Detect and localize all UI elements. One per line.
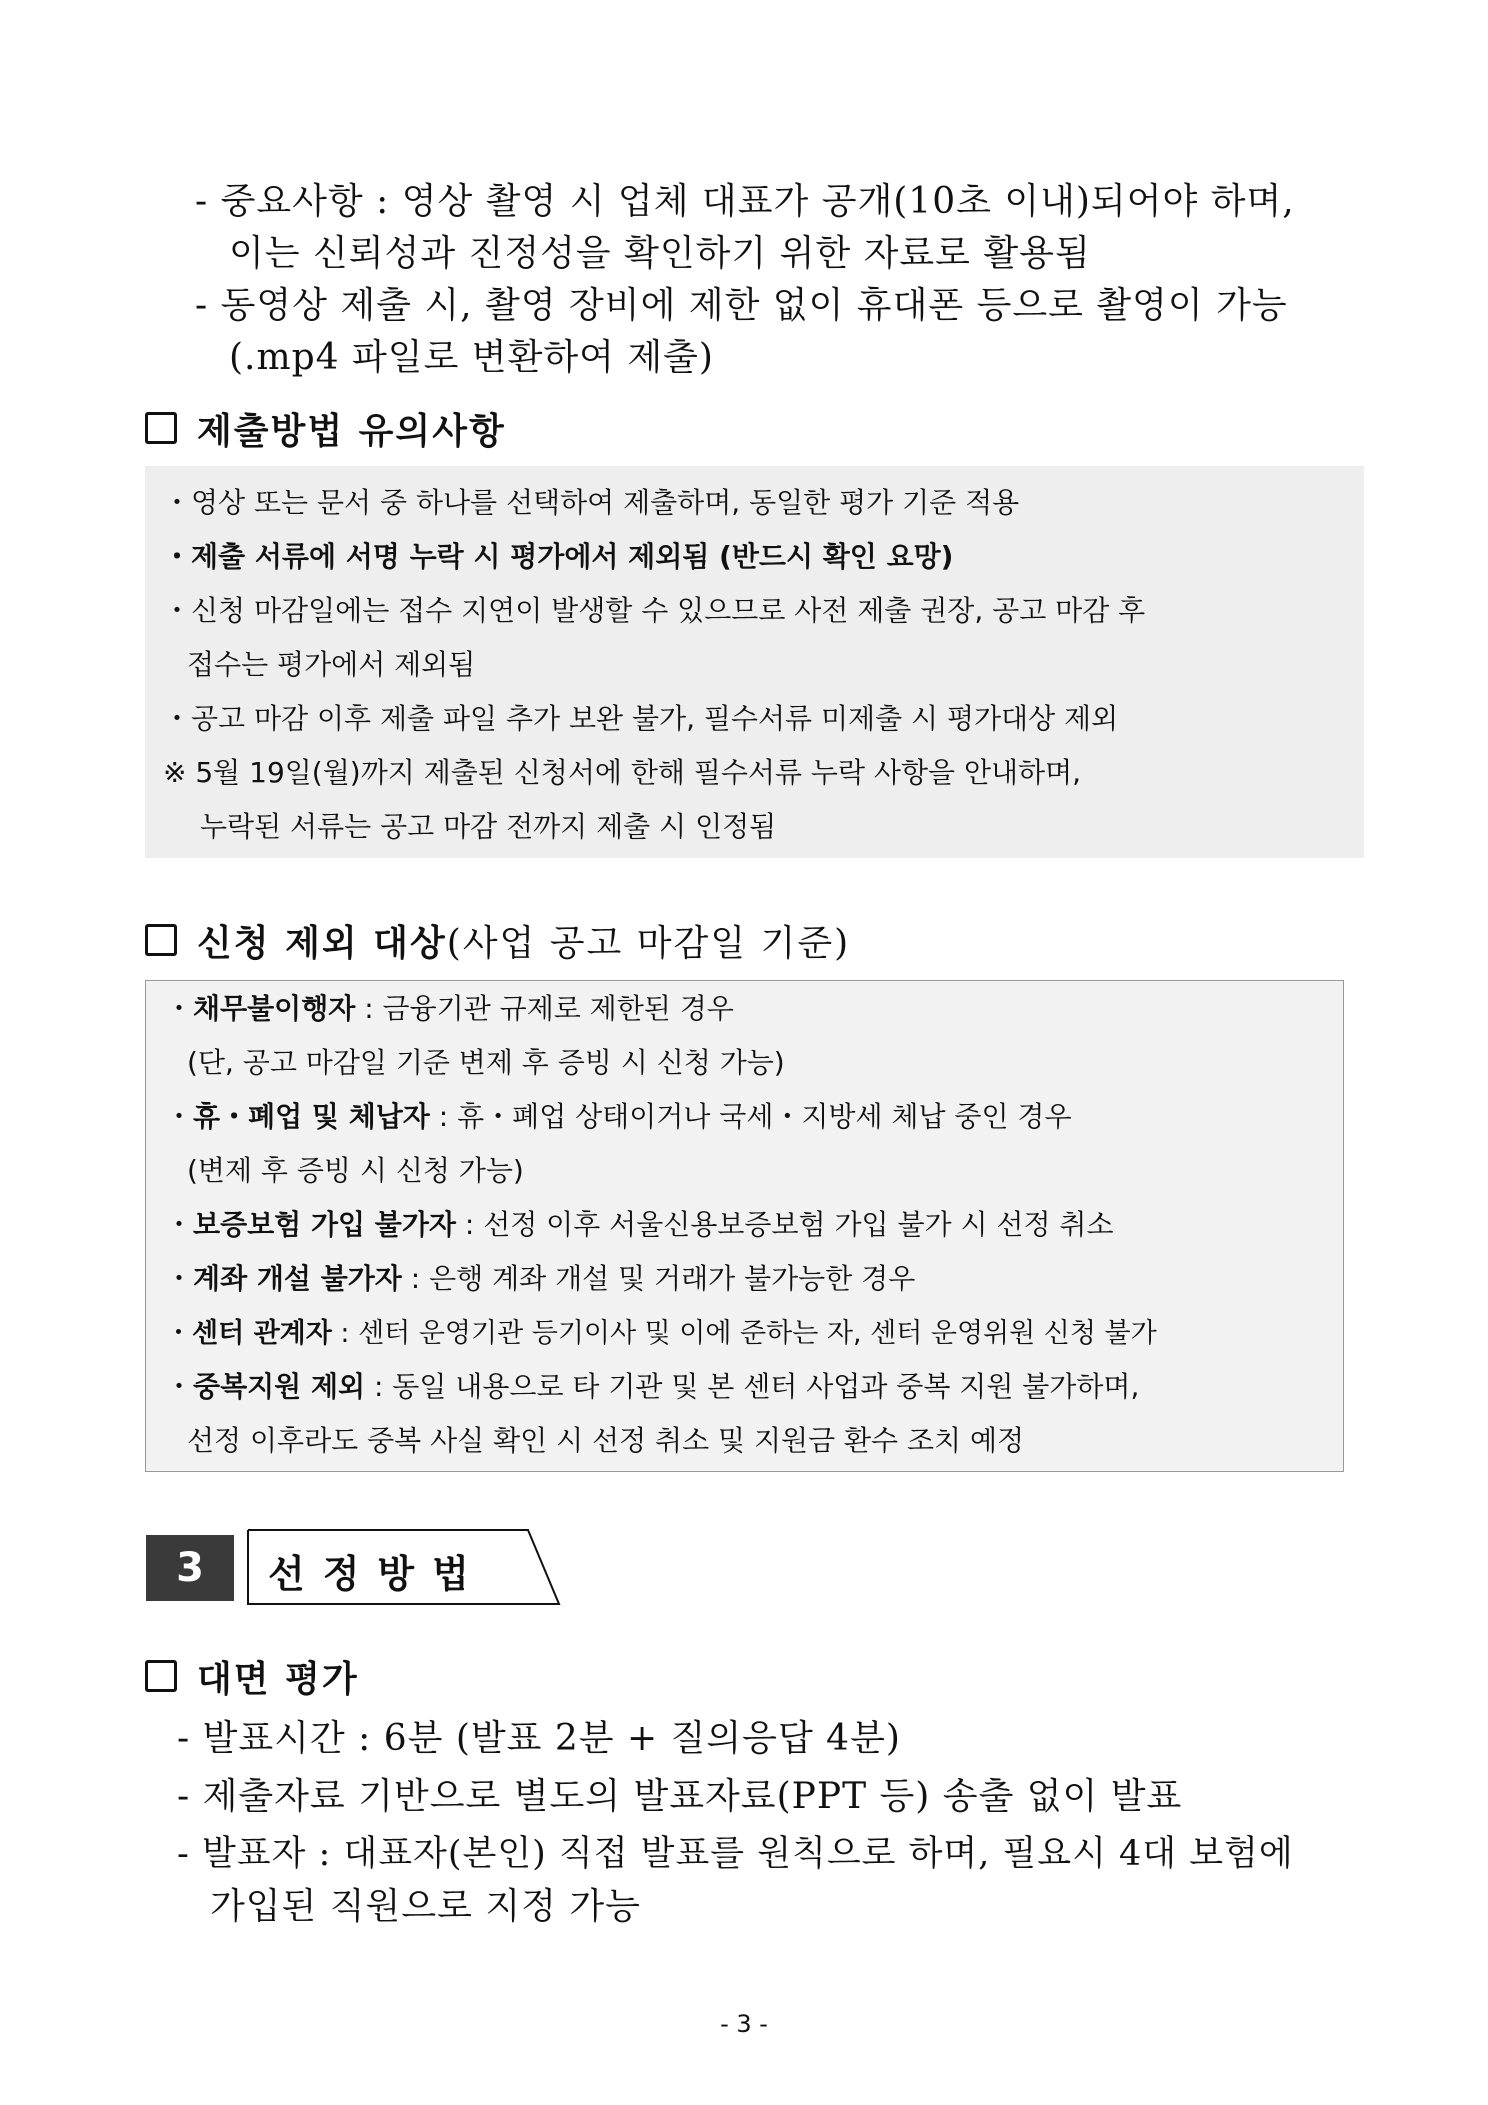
intro-line-1: - 중요사항 : 영상 촬영 시 업체 대표가 공개(10초 이내)되어야 하며, bbox=[195, 181, 1295, 222]
evaluation-line-2: - 제출자료 기반으로 별도의 발표자료(PPT 등) 송출 없이 발표 bbox=[177, 1776, 1183, 1817]
submission-heading: 제출방법 유의사항 bbox=[197, 410, 506, 452]
intro-line-3: - 동영상 제출 시, 촬영 장비에 제한 없이 휴대폰 등으로 촬영이 가능 bbox=[195, 285, 1288, 326]
exclusion-item-cont: (단, 공고 마감일 기준 변제 후 증빙 시 신청 가능) bbox=[187, 1046, 785, 1079]
exclusion-heading-note: (사업 공고 마감일 기준) bbox=[446, 923, 851, 964]
exclusion-item: ・채무불이행자 : 금융기관 규제로 제한된 경우 bbox=[165, 992, 734, 1025]
page-number: - 3 - bbox=[720, 2010, 768, 2038]
evaluation-line-4: 가입된 직원으로 지정 가능 bbox=[210, 1886, 641, 1927]
exclusion-heading-bold: 신청 제외 대상 bbox=[197, 922, 447, 964]
exclusion-item: ・보증보험 가입 불가자 : 선정 이후 서울신용보증보험 가입 불가 시 선정 취소 bbox=[165, 1208, 1114, 1241]
submission-note-5-cont: 누락된 서류는 공고 마감 전까지 제출 시 인정됨 bbox=[200, 810, 777, 843]
exclusion-item-cont: 선정 이후라도 중복 사실 확인 시 선정 취소 및 지원금 환수 조치 예정 bbox=[187, 1424, 1025, 1457]
section-number: 3 bbox=[146, 1535, 234, 1601]
submission-note-4: ・공고 마감 이후 제출 파일 추가 보완 불가, 필수서류 미제출 시 평가대상 제외 bbox=[163, 702, 1119, 735]
intro-line-4: (.mp4 파일로 변환하여 제출) bbox=[229, 337, 714, 378]
checkbox-icon bbox=[145, 412, 177, 444]
exclusion-item: ・계좌 개설 불가자 : 은행 계좌 개설 및 거래가 불가능한 경우 bbox=[165, 1262, 916, 1295]
checkbox-icon bbox=[145, 1660, 177, 1692]
exclusion-heading bbox=[197, 915, 850, 966]
submission-note-2: ・제출 서류에 서명 누락 시 평가에서 제외됨 (반드시 확인 요망) bbox=[163, 540, 954, 573]
section-title: 선정방법 bbox=[268, 1552, 487, 1596]
evaluation-heading: 대면 평가 bbox=[197, 1658, 359, 1700]
intro-line-2: 이는 신뢰성과 진정성을 확인하기 위한 자료로 활용됨 bbox=[229, 233, 1091, 274]
exclusion-item: ・휴・폐업 및 체납자 : 휴・폐업 상태이거나 국세・지방세 체납 중인 경우 bbox=[165, 1100, 1072, 1133]
exclusion-item-cont: (변제 후 증빙 시 신청 가능) bbox=[187, 1154, 524, 1187]
submission-note-3-cont: 접수는 평가에서 제외됨 bbox=[187, 648, 476, 681]
evaluation-line-1: - 발표시간 : 6분 (발표 2분 + 질의응답 4분) bbox=[177, 1718, 901, 1759]
checkbox-icon bbox=[145, 924, 177, 956]
exclusion-item: ・중복지원 제외 : 동일 내용으로 타 기관 및 본 센터 사업과 중복 지원 불가하며, bbox=[165, 1370, 1140, 1403]
evaluation-line-3: - 발표자 : 대표자(본인) 직접 발표를 원칙으로 하며, 필요시 4대 보험에 bbox=[177, 1834, 1294, 1874]
submission-note-5: ※ 5월 19일(월)까지 제출된 신청서에 한해 필수서류 누락 사항을 안내하며, bbox=[163, 756, 1082, 789]
exclusion-item: ・센터 관계자 : 센터 운영기관 등기이사 및 이에 준하는 자, 센터 운영위원 신청 불가 bbox=[165, 1318, 1157, 1349]
submission-note-3: ・신청 마감일에는 접수 지연이 발생할 수 있으므로 사전 제출 권장, 공고 마감 후 bbox=[163, 594, 1146, 627]
submission-note-1: ・영상 또는 문서 중 하나를 선택하여 제출하며, 동일한 평가 기준 적용 bbox=[163, 486, 1020, 519]
